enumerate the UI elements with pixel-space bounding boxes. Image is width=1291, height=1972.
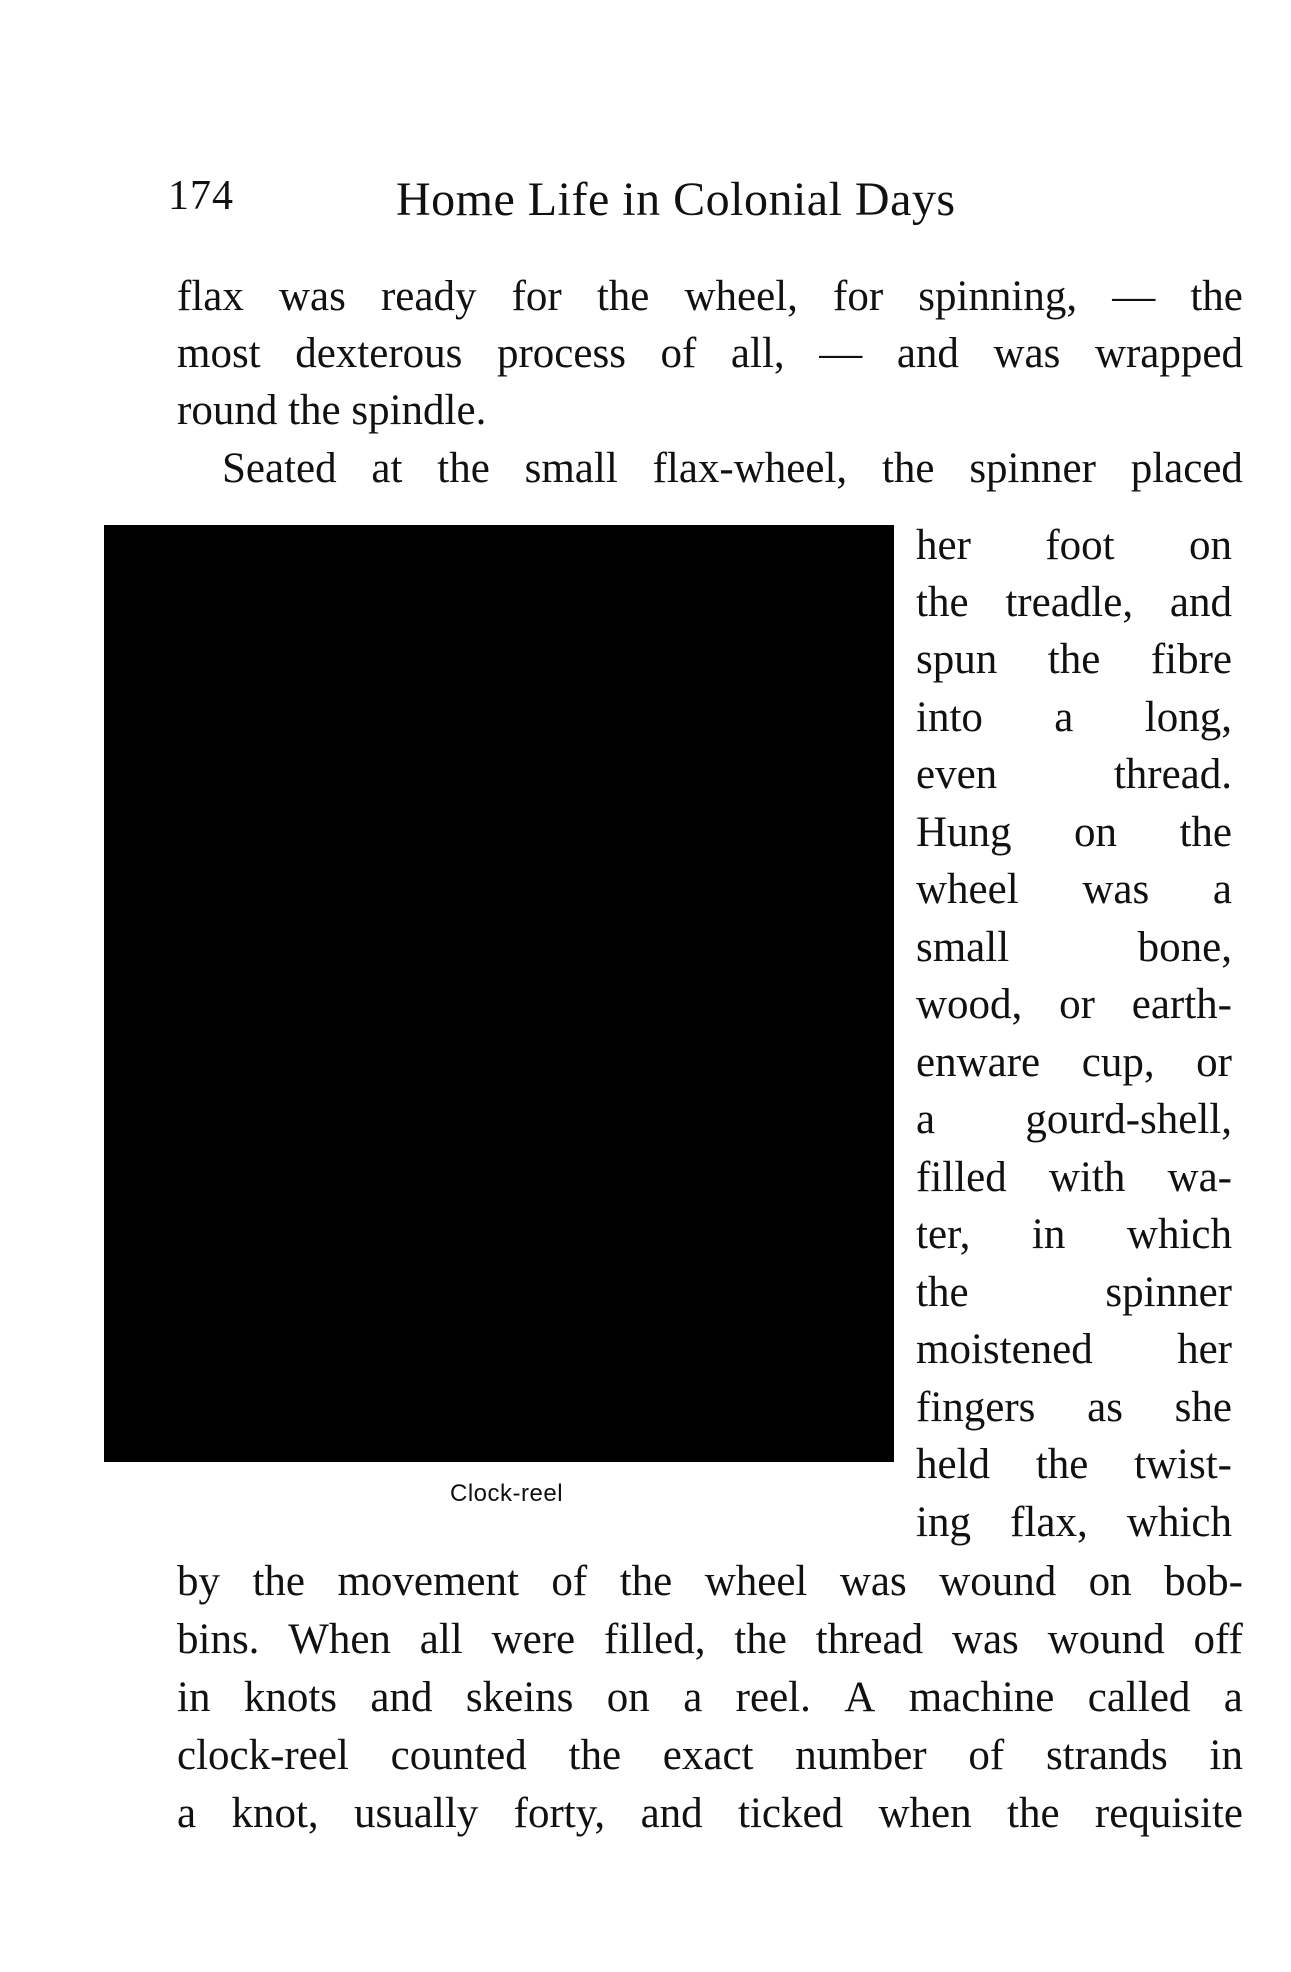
text-line: Hung on the [916, 809, 1232, 856]
text-line: the treadle, and [916, 579, 1232, 626]
text-line: held the twist- [916, 1441, 1232, 1488]
text-line: bins. When all were filled, the thread was wound off [177, 1616, 1243, 1663]
page-number: 174 [168, 173, 234, 219]
text-line: small bone, [916, 924, 1232, 971]
clock-reel-illustration [104, 525, 894, 1462]
text-line: wheel was a [916, 866, 1232, 913]
text-line: Seated at the small flax-wheel, the spinner placed [222, 445, 1243, 492]
text-line: filled with wa- [916, 1154, 1232, 1201]
running-title: Home Life in Colonial Days [396, 173, 956, 226]
text-line: the spinner [916, 1269, 1232, 1316]
text-line: into a long, [916, 694, 1232, 741]
text-line: wood, or earth- [916, 981, 1232, 1028]
text-line: ter, in which [916, 1211, 1232, 1258]
text-line: her foot on [916, 522, 1232, 569]
text-line: moistened her [916, 1326, 1232, 1373]
text-line: clock-reel counted the exact number of strands in [177, 1732, 1243, 1779]
text-line: most dexterous process of all, — and was wrapped [177, 330, 1243, 377]
text-line: ing flax, which [916, 1499, 1232, 1546]
text-line: a gourd-shell, [916, 1096, 1232, 1143]
text-line: enware cup, or [916, 1039, 1232, 1086]
text-line: by the movement of the wheel was wound on bob- [177, 1558, 1243, 1605]
running-header [168, 172, 1038, 232]
text-line: spun the fibre [916, 636, 1232, 683]
text-line: a knot, usually forty, and ticked when the requisite [177, 1790, 1243, 1837]
text-line: flax was ready for the wheel, for spinning, — the [177, 273, 1243, 320]
text-line: even thread. [916, 751, 1232, 798]
text-line: fingers as she [916, 1384, 1232, 1431]
text-line: round the spindle. [177, 387, 487, 434]
text-line: in knots and skeins on a reel. A machine called a [177, 1674, 1243, 1721]
figure-caption: Clock-reel [450, 1480, 564, 1507]
